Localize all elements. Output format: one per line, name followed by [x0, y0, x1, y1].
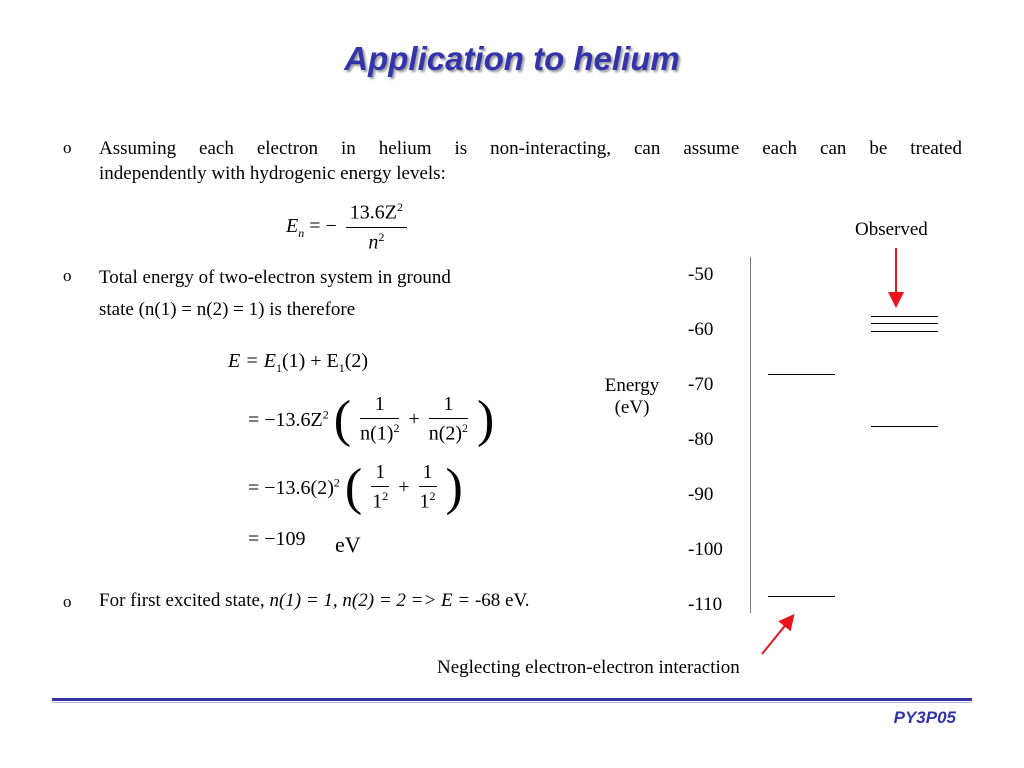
eq2-l2-sup: 2 — [322, 407, 329, 422]
bullet-2-line-1: Total energy of two-electron system in ground — [99, 267, 451, 288]
neglect-arrow — [762, 617, 792, 654]
eq2-l2-frac-2: $\frac{1}{n(2)^2}$ — [428, 393, 469, 445]
eq2-l3-sup: 2 — [333, 475, 340, 490]
eq1-lhs: E — [286, 214, 299, 237]
eq1-den-sup: 2 — [378, 229, 385, 244]
eq1-denominator: n — [368, 231, 379, 254]
eq1-numerator: 13.6Z — [349, 201, 397, 224]
eq2-l1-sub2: 1 — [338, 361, 345, 375]
energy-axis-label-line-2: (eV) — [614, 397, 650, 418]
tick-label: -80 — [688, 429, 714, 450]
tick-label: -110 — [688, 594, 723, 615]
footer-course-code: PY3P05 — [893, 708, 956, 727]
total-energy-line-4: = −109 — [248, 528, 306, 550]
eq2-l3-right-paren: ) — [445, 459, 463, 516]
eq2-l1-sub1: 1 — [275, 361, 282, 375]
bullet-1-line-1: Assuming each electron in helium is non-interacting, can assume each can be treated — [99, 138, 962, 159]
bullet-marker-3: o — [63, 592, 72, 611]
tick-label: -60 — [688, 319, 714, 340]
slide-title: Application to helium — [344, 40, 680, 77]
eq2-l1-a: E = E — [228, 350, 276, 372]
neglect-label: Neglecting electron-electron interaction — [437, 657, 740, 678]
eq2-l2-pre: = −13.6Z — [248, 408, 323, 431]
eq2-l3-frac-1: $\frac{1}{1^2}$ — [372, 461, 389, 513]
bullet-1-line-2: independently with hydrogenic energy levels: — [99, 163, 446, 184]
eq1-num-sup: 2 — [397, 200, 403, 214]
observed-label: Observed — [855, 219, 928, 240]
tick-label: -50 — [688, 264, 714, 285]
eq2-l3-frac-2: $\frac{1}{1^2}$ — [419, 461, 436, 513]
eq2-l3-left-paren: ( — [344, 459, 363, 516]
eq2-l3-plus: + — [398, 476, 410, 498]
tick-label: -90 — [688, 484, 714, 505]
bullet-3-value: -68 eV. — [474, 590, 530, 611]
total-energy-unit: eV — [335, 532, 361, 557]
eq1-equals: = − — [309, 214, 337, 237]
eq2-l1-c: (2) — [344, 350, 369, 372]
eq2-l1-b: (1) + E — [281, 350, 339, 372]
eq2-l2-left-paren: ( — [333, 391, 352, 448]
footer-rule — [52, 698, 972, 701]
bullet-3-prefix: For first excited state, — [99, 590, 270, 611]
bullet-marker-2: o — [63, 266, 72, 285]
eq2-l2-frac-1: $\frac{1}{n(1)^2}$ — [360, 393, 400, 445]
eq2-l2-right-paren: ) — [477, 391, 495, 448]
footer-rule-shadow — [52, 702, 972, 703]
bullet-2-line-2: state (n(1) = n(2) = 1) is therefore — [99, 299, 356, 320]
eq1-lhs-sub: n — [298, 225, 305, 240]
bullet-3-math: n(1) = 1, n(2) = 2 => E = — [269, 590, 475, 611]
energy-axis-label-line-1: Energy — [604, 375, 660, 396]
bullet-marker-1: o — [63, 138, 72, 157]
eq2-l3-pre: = −13.6(2) — [248, 476, 334, 499]
tick-label: -100 — [688, 539, 723, 560]
eq2-l2-plus: + — [408, 408, 420, 430]
tick-label: -70 — [688, 374, 714, 395]
